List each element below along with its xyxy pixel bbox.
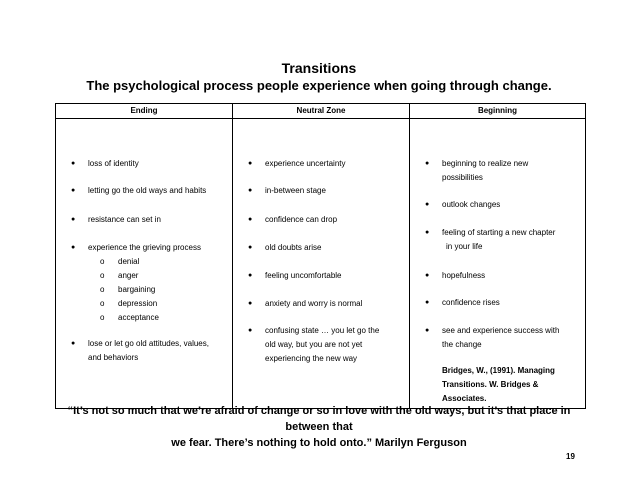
list-item: loss of identity [88, 159, 139, 168]
grief-stage: depression [118, 299, 158, 308]
list-item: resistance can set in [88, 215, 161, 224]
bullet-icon: ● [71, 187, 76, 194]
list-item: old doubts arise [265, 243, 322, 252]
bullet-icon: ● [248, 244, 253, 251]
bullet-icon: ● [425, 201, 430, 208]
bullet-icon: ● [425, 327, 430, 334]
list-item: letting go the old ways and habits [88, 186, 207, 195]
list-item-continuation: old way, but you are not yet [265, 340, 363, 349]
list-item: confusing state … you let go the [265, 326, 380, 335]
quote-line-1: “It’s not so much that we’re afraid of change or so in love with the old ways, but it’s that place in between that [67, 405, 571, 433]
bullet-icon: ● [425, 299, 430, 306]
grief-stage: anger [118, 271, 139, 280]
citation-line: Bridges, W., (1991). Managing [442, 366, 555, 375]
header-ending: Ending [56, 104, 233, 119]
header-beginning: Beginning [410, 104, 586, 119]
list-item: beginning to realize new [442, 159, 529, 168]
list-item-continuation: in your life [446, 242, 483, 251]
list-item: in-between stage [265, 186, 326, 195]
page-title: Transitions [281, 60, 357, 76]
bullet-icon: ● [248, 272, 253, 279]
list-item: feeling uncomfortable [265, 271, 342, 280]
quote-line-2: we fear. There’s nothing to hold onto.” Marilyn Ferguson [171, 437, 467, 449]
grief-stage: bargaining [118, 285, 156, 294]
quote [58, 403, 580, 451]
citation-line: Associates. [442, 394, 487, 403]
circle-bullet-icon: o [100, 299, 105, 308]
bullet-icon: ● [425, 272, 430, 279]
bullet-icon: ● [71, 244, 76, 251]
list-item: anxiety and worry is normal [265, 299, 363, 308]
transitions-table [55, 103, 586, 409]
header-neutral-zone: Neutral Zone [233, 104, 410, 119]
bullet-icon: ● [248, 160, 253, 167]
circle-bullet-icon: o [100, 285, 105, 294]
list-item: confidence can drop [265, 215, 338, 224]
list-item: experience the grieving process [88, 243, 201, 252]
bullet-icon: ● [248, 187, 253, 194]
bullet-icon: ● [71, 216, 76, 223]
list-item: confidence rises [442, 298, 500, 307]
list-item: experience uncertainty [265, 159, 346, 168]
bullet-icon: ● [248, 327, 253, 334]
list-item-continuation: the change [442, 340, 482, 349]
citation-line: Transitions. W. Bridges & [442, 380, 539, 389]
circle-bullet-icon: o [100, 271, 105, 280]
list-item: outlook changes [442, 200, 501, 209]
bullet-icon: ● [71, 160, 76, 167]
list-item: hopefulness [442, 271, 486, 280]
grief-stage: denial [118, 257, 140, 266]
beginning-column [410, 119, 586, 409]
bullet-icon: ● [248, 300, 253, 307]
bullet-icon: ● [248, 216, 253, 223]
page-number: 19 [566, 452, 575, 461]
ending-column [56, 119, 233, 409]
grief-stage: acceptance [118, 313, 159, 322]
bullet-icon: ● [71, 340, 76, 347]
list-item: see and experience success with [442, 326, 560, 335]
circle-bullet-icon: o [100, 313, 105, 322]
list-item-continuation: and behaviors [88, 353, 139, 362]
neutral-zone-column [233, 119, 410, 409]
bullet-icon: ● [425, 229, 430, 236]
circle-bullet-icon: o [100, 257, 105, 266]
bullet-icon: ● [425, 160, 430, 167]
list-item: lose or let go old attitudes, values, [88, 339, 209, 348]
list-item-continuation: possibilities [442, 173, 483, 182]
list-item-continuation: experiencing the new way [265, 354, 358, 363]
page-subtitle: The psychological process people experience when going through change. [86, 78, 552, 93]
list-item: feeling of starting a new chapter [442, 228, 556, 237]
